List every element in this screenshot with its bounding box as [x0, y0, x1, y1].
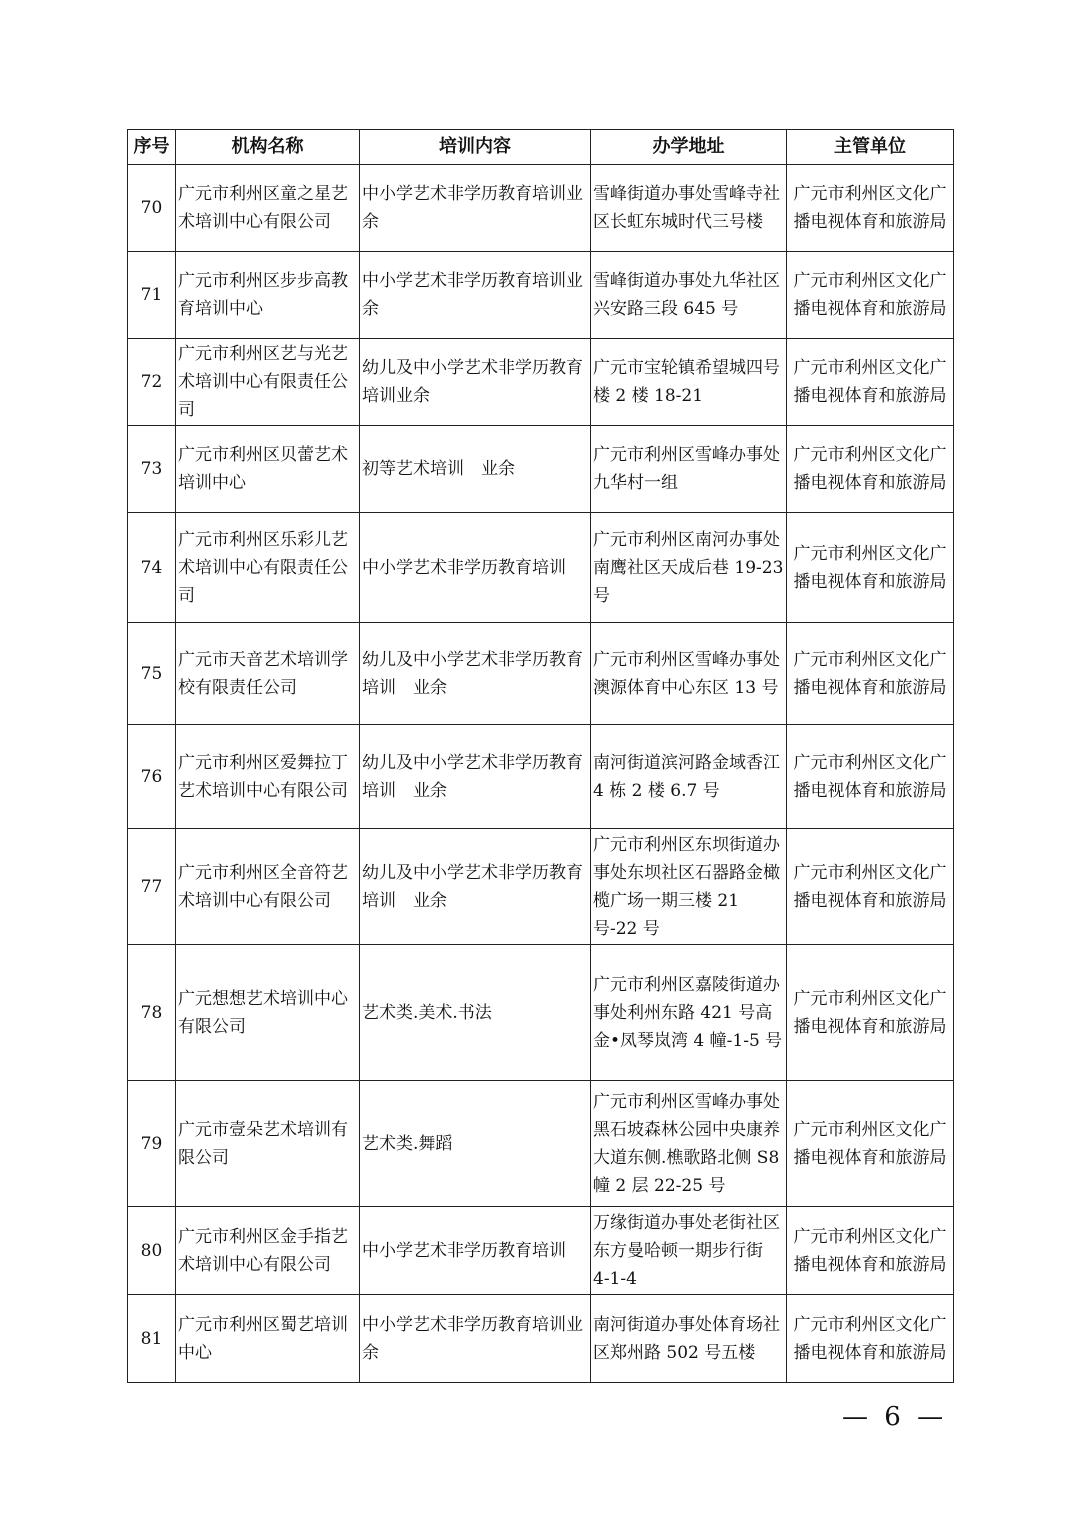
cell-seq: 73 — [128, 426, 176, 513]
table-row — [128, 513, 954, 623]
cell-seq: 79 — [128, 1081, 176, 1207]
cell-org: 广元市壹朵艺术培训有限公司 — [176, 1081, 360, 1207]
table-row — [128, 252, 954, 339]
cell-content: 艺术类.舞蹈 — [360, 1081, 591, 1207]
table-row — [128, 945, 954, 1081]
cell-unit: 广元市利州区文化广播电视体育和旅游局 — [787, 426, 954, 513]
table-row — [128, 725, 954, 829]
cell-unit: 广元市利州区文化广播电视体育和旅游局 — [787, 945, 954, 1081]
cell-address: 雪峰街道办事处雪峰寺社区长虹东城时代三号楼 — [591, 165, 787, 252]
cell-seq: 74 — [128, 513, 176, 623]
cell-address: 广元市利州区雪峰办事处九华村一组 — [591, 426, 787, 513]
cell-unit: 广元市利州区文化广播电视体育和旅游局 — [787, 1207, 954, 1295]
cell-content: 幼儿及中小学艺术非学历教育培训业余 — [360, 339, 591, 426]
cell-org: 广元市利州区步步高教育培训中心 — [176, 252, 360, 339]
cell-content: 幼儿及中小学艺术非学历教育培训 业余 — [360, 623, 591, 725]
header-address: 办学地址 — [591, 130, 787, 165]
cell-seq: 78 — [128, 945, 176, 1081]
cell-org: 广元想想艺术培训中心有限公司 — [176, 945, 360, 1081]
cell-content: 中小学艺术非学历教育培训 — [360, 1207, 591, 1295]
cell-seq: 76 — [128, 725, 176, 829]
header-supervisor: 主管单位 — [787, 130, 954, 165]
cell-unit: 广元市利州区文化广播电视体育和旅游局 — [787, 1295, 954, 1383]
cell-seq: 70 — [128, 165, 176, 252]
cell-org: 广元市利州区金手指艺术培训中心有限公司 — [176, 1207, 360, 1295]
cell-address: 广元市宝轮镇希望城四号楼 2 楼 18-21 — [591, 339, 787, 426]
cell-content: 中小学艺术非学历教育培训业余 — [360, 165, 591, 252]
cell-address: 南河街道滨河路金域香江 4 栋 2 楼 6.7 号 — [591, 725, 787, 829]
cell-content: 艺术类.美术.书法 — [360, 945, 591, 1081]
header-org-name: 机构名称 — [176, 130, 360, 165]
cell-address: 南河街道办事处体育场社区郑州路 502 号五楼 — [591, 1295, 787, 1383]
cell-seq: 80 — [128, 1207, 176, 1295]
cell-content: 幼儿及中小学艺术非学历教育培训 业余 — [360, 725, 591, 829]
cell-unit: 广元市利州区文化广播电视体育和旅游局 — [787, 513, 954, 623]
cell-address: 广元市利州区南河办事处南鹰社区天成后巷 19-23 号 — [591, 513, 787, 623]
cell-org: 广元市利州区贝蕾艺术培训中心 — [176, 426, 360, 513]
cell-address: 广元市利州区雪峰办事处黑石坡森林公园中央康养大道东侧.樵歌路北侧 S8 幢 2 层 22-25 号 — [591, 1081, 787, 1207]
cell-unit: 广元市利州区文化广播电视体育和旅游局 — [787, 165, 954, 252]
page-number: — 6 — — [842, 1402, 948, 1432]
cell-unit: 广元市利州区文化广播电视体育和旅游局 — [787, 829, 954, 945]
cell-org: 广元市利州区蜀艺培训中心 — [176, 1295, 360, 1383]
cell-address: 广元市利州区嘉陵街道办事处利州东路 421 号高金•凤琴岚湾 4 幢-1-5 号 — [591, 945, 787, 1081]
cell-content: 中小学艺术非学历教育培训业余 — [360, 1295, 591, 1383]
cell-unit: 广元市利州区文化广播电视体育和旅游局 — [787, 725, 954, 829]
institution-table — [127, 129, 954, 1383]
cell-org: 广元市利州区童之星艺术培训中心有限公司 — [176, 165, 360, 252]
cell-address: 万缘街道办事处老街社区东方曼哈顿一期步行街 4-1-4 — [591, 1207, 787, 1295]
cell-unit: 广元市利州区文化广播电视体育和旅游局 — [787, 252, 954, 339]
cell-unit: 广元市利州区文化广播电视体育和旅游局 — [787, 623, 954, 725]
cell-org: 广元市利州区艺与光艺术培训中心有限责任公司 — [176, 339, 360, 426]
cell-org: 广元市利州区乐彩儿艺术培训中心有限责任公司 — [176, 513, 360, 623]
table-row — [128, 623, 954, 725]
header-training-content: 培训内容 — [360, 130, 591, 165]
table-row — [128, 1295, 954, 1383]
table-row — [128, 426, 954, 513]
cell-content: 初等艺术培训 业余 — [360, 426, 591, 513]
table-row — [128, 1081, 954, 1207]
cell-org: 广元市利州区爱舞拉丁艺术培训中心有限公司 — [176, 725, 360, 829]
table-row — [128, 829, 954, 945]
cell-seq: 77 — [128, 829, 176, 945]
cell-org: 广元市利州区全音符艺术培训中心有限公司 — [176, 829, 360, 945]
cell-address: 雪峰街道办事处九华社区兴安路三段 645 号 — [591, 252, 787, 339]
cell-unit: 广元市利州区文化广播电视体育和旅游局 — [787, 1081, 954, 1207]
table-row — [128, 1207, 954, 1295]
table-row — [128, 165, 954, 252]
cell-seq: 71 — [128, 252, 176, 339]
header-seq: 序号 — [128, 130, 176, 165]
cell-content: 幼儿及中小学艺术非学历教育培训 业余 — [360, 829, 591, 945]
cell-seq: 72 — [128, 339, 176, 426]
table-row — [128, 339, 954, 426]
cell-seq: 75 — [128, 623, 176, 725]
cell-unit: 广元市利州区文化广播电视体育和旅游局 — [787, 339, 954, 426]
cell-content: 中小学艺术非学历教育培训业余 — [360, 252, 591, 339]
cell-address: 广元市利州区东坝街道办事处东坝社区石器路金橄榄广场一期三楼 21 号-22 号 — [591, 829, 787, 945]
cell-org: 广元市天音艺术培训学校有限责任公司 — [176, 623, 360, 725]
cell-address: 广元市利州区雪峰办事处澳源体育中心东区 13 号 — [591, 623, 787, 725]
cell-content: 中小学艺术非学历教育培训 — [360, 513, 591, 623]
cell-seq: 81 — [128, 1295, 176, 1383]
table-header-row — [128, 130, 954, 165]
